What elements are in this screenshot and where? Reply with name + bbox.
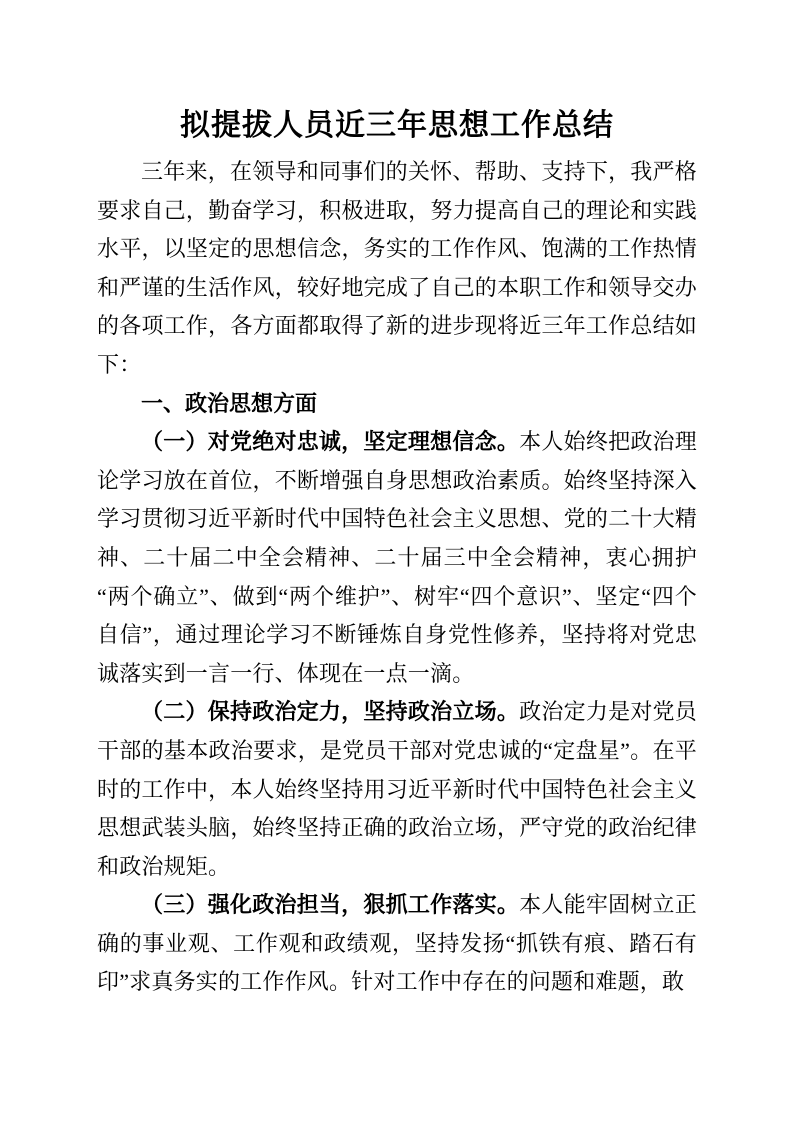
paragraph-2-lead: （二）保持政治定力，坚持政治立场。 [141, 699, 520, 725]
paragraph-3-text: 本人能牢固树立正确的事业观、工作观和政绩观，坚持发扬“抓铁有痕、踏石有印”求真务实的工作作风。针对工作中存在的问题和难题，敢 [97, 892, 697, 995]
section-heading-political-thought: 一、政治思想方面 [141, 390, 318, 416]
paragraph-3-lead: （三）强化政治担当，狠抓工作落实。 [141, 892, 520, 918]
document-title: 拟提拔人员近三年思想工作总结 [180, 109, 614, 142]
paragraph-item-2 [97, 693, 697, 886]
paragraph-2-text: 政治定力是对党员干部的基本政治要求，是党员干部对党忠诚的“定盘星”。在平时的工作中，本人始终坚持用习近平新时代中国特色社会主义思想武装头脑，始终坚持正确的政治立场，严守党的政治纪律和政治规矩。 [97, 699, 697, 879]
paragraph-1-text: 本人始终把政治理论学习放在首位，不断增强自身思想政治素质。始终坚持深入学习贯彻习近平新时代中国特色社会主义思想、党的二十大精神、二十届二中全会精神、二十届三中全会精神，衷心拥护“两个确立”、做到“两个维护”、树牢“四个意识”、坚定“四个自信”，通过理论学习不断锤炼自身党性修养，坚持将对党忠诚落实到一言一行、体现在一点一滴。 [97, 429, 697, 686]
paragraph-item-3 [97, 886, 697, 1002]
paragraph-item-1 [97, 423, 697, 693]
intro-paragraph: 三年来，在领导和同事们的关怀、帮助、支持下，我严格要求自己，勤奋学习，积极进取，努力提高自己的理论和实践水平，以坚定的思想信念，务实的工作作风、饱满的工作热情和严谨的生活作风，较好地完成了自己的本职工作和领导交办的各项工作，各方面都取得了新的进步现将近三年工作总结如下： [97, 159, 697, 377]
paragraph-1-lead: （一）对党绝对忠诚，坚定理想信念。 [141, 429, 520, 455]
